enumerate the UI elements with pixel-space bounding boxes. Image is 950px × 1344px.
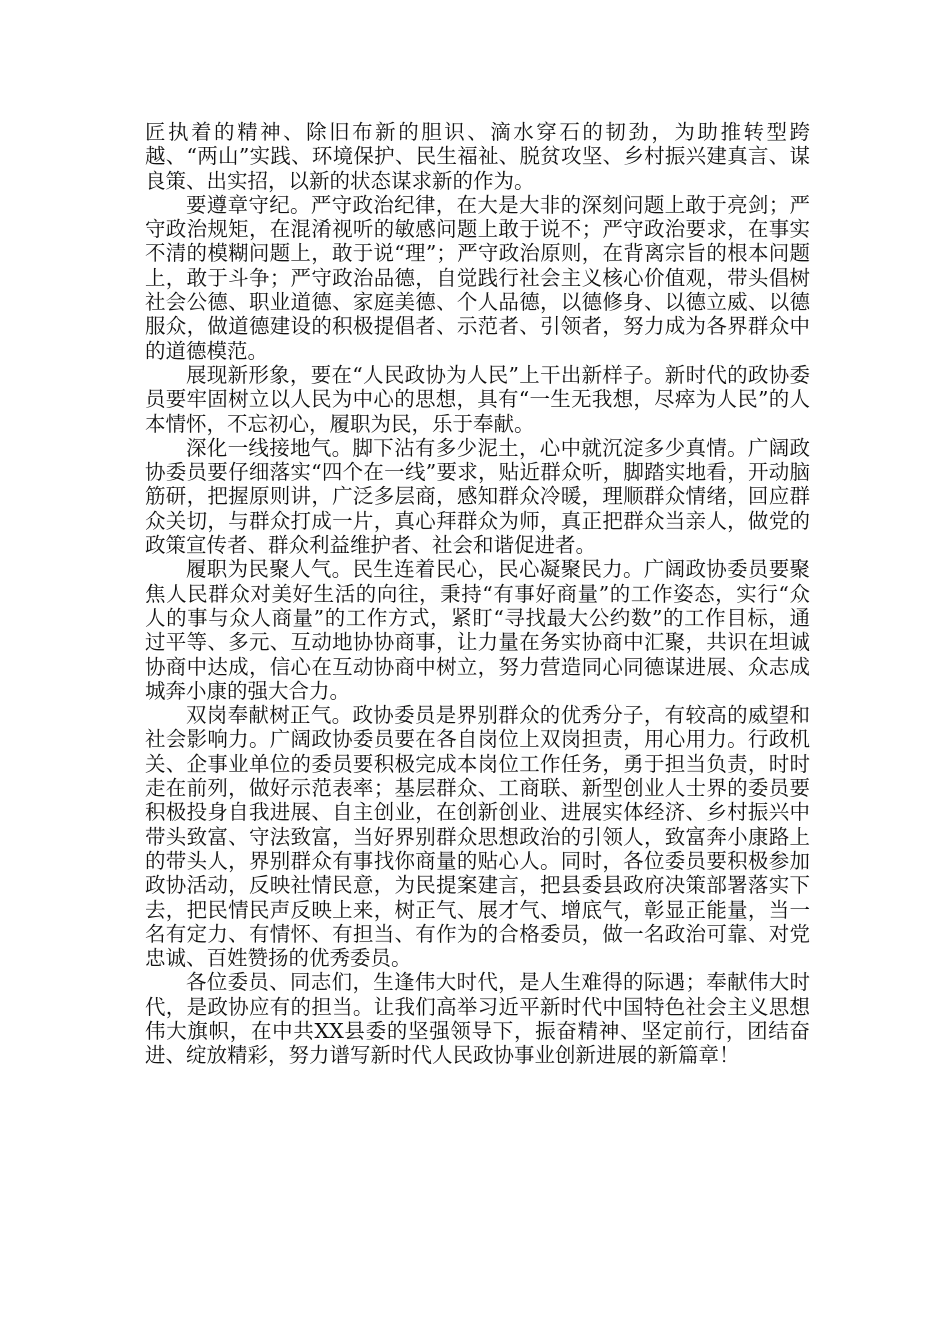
paragraph-serve-people: 履职为民聚人气。民生连着民心，民心凝聚民力。广阔政协委员要聚焦人民群众对美好生活的向往，秉持“有事好商量”的工作姿态，实行“众人的事与众人商量”的工作方式，紧盯“寻找最大公约数”的工作目标，通过平等、多元、互动地协协商事，让力量在务实协商中汇聚，共识在坦诚协商中达成，信心在互动协商中树立，努力营造同心同德谋进展、众志成城奔小康的强大合力。	[145, 557, 810, 703]
paragraph-frontline: 深化一线接地气。脚下沾有多少泥土，心中就沉淀多少真情。广阔政协委员要仔细落实“四个在一线”要求，贴近群众听，脚踏实地看，开动脑筋研，把握原则讲，广泛多层商，感知群众冷暖，理顺群众情绪，回应群众关切，与群众打成一片，真心拜群众为师，真正把群众当亲人，做党的政策宣传者、群众利益维护者、社会和谐促进者。	[145, 435, 810, 558]
paragraph-dual-post: 双岗奉献树正气。政协委员是界别群众的优秀分子，有较高的威望和社会影响力。广阔政协委员要在各自岗位上双岗担责，用心用力。行政机关、企事业单位的委员要积极完成本岗位工作任务，勇于担当负责，时时走在前列，做好示范表率；基层群众、工商联、新型创业人士界的委员要积极投身自我进展、自主创业，在创新创业、进展实体经济、乡村振兴中带头致富、守法致富，当好界别群众思想政治的引领人，致富奔小康路上的带头人，界别群众有事找你商量的贴心人。同时，各位委员要积极参加政协活动，反映社情民意，为民提案建言，把县委县政府决策部署落实下去，把民情民声反映上来，树正气、展才气、增底气，彰显正能量，当一名有定力、有情怀、有担当、有作为的合格委员，做一名政治可靠、对党忠诚、百姓赞扬的优秀委员。	[145, 703, 810, 971]
paragraph-continuation: 匠执着的精神、除旧布新的胆识、滴水穿石的韧劲，为助推转型跨越、“两山”实践、环境保护、民生福祉、脱贫攻坚、乡村振兴建真言、谋良策、出实招，以新的状态谋求新的作为。	[145, 120, 810, 193]
paragraph-discipline: 要遵章守纪。严守政治纪律，在大是大非的深刻问题上敢于亮剑；严守政治规矩，在混淆视听的敏感问题上敢于说不；严守政治要求，在事实不清的模糊问题上，敢于说“理”；严守政治原则，在背离宗旨的根本问题上，敢于斗争；严守政治品德，自觉践行社会主义核心价值观，带头倡树社会公德、职业道德、家庭美德、个人品德，以德修身、以德立威、以德服众，做道德建设的积极提倡者、示范者、引领者，努力成为各界群众中的道德模范。	[145, 192, 810, 363]
paragraph-closing: 各位委员、同志们，生逢伟大时代，是人生难得的际遇；奉献伟大时代，是政协应有的担当。让我们高举习近平新时代中国特色社会主义思想伟大旗帜，在中共XX县委的坚强领导下，振奋精神、坚定前行，团结奋进、绽放精彩，努力谱写新时代人民政协事业创新进展的新篇章！	[145, 970, 810, 1068]
paragraph-new-image: 展现新形象，要在“人民政协为人民”上干出新样子。新时代的政协委员要牢固树立以人民为中心的思想，具有“一生无我想，尽瘁为人民”的人本情怀，不忘初心，履职为民，乐于奉献。	[145, 362, 810, 436]
document-page	[145, 120, 810, 1068]
